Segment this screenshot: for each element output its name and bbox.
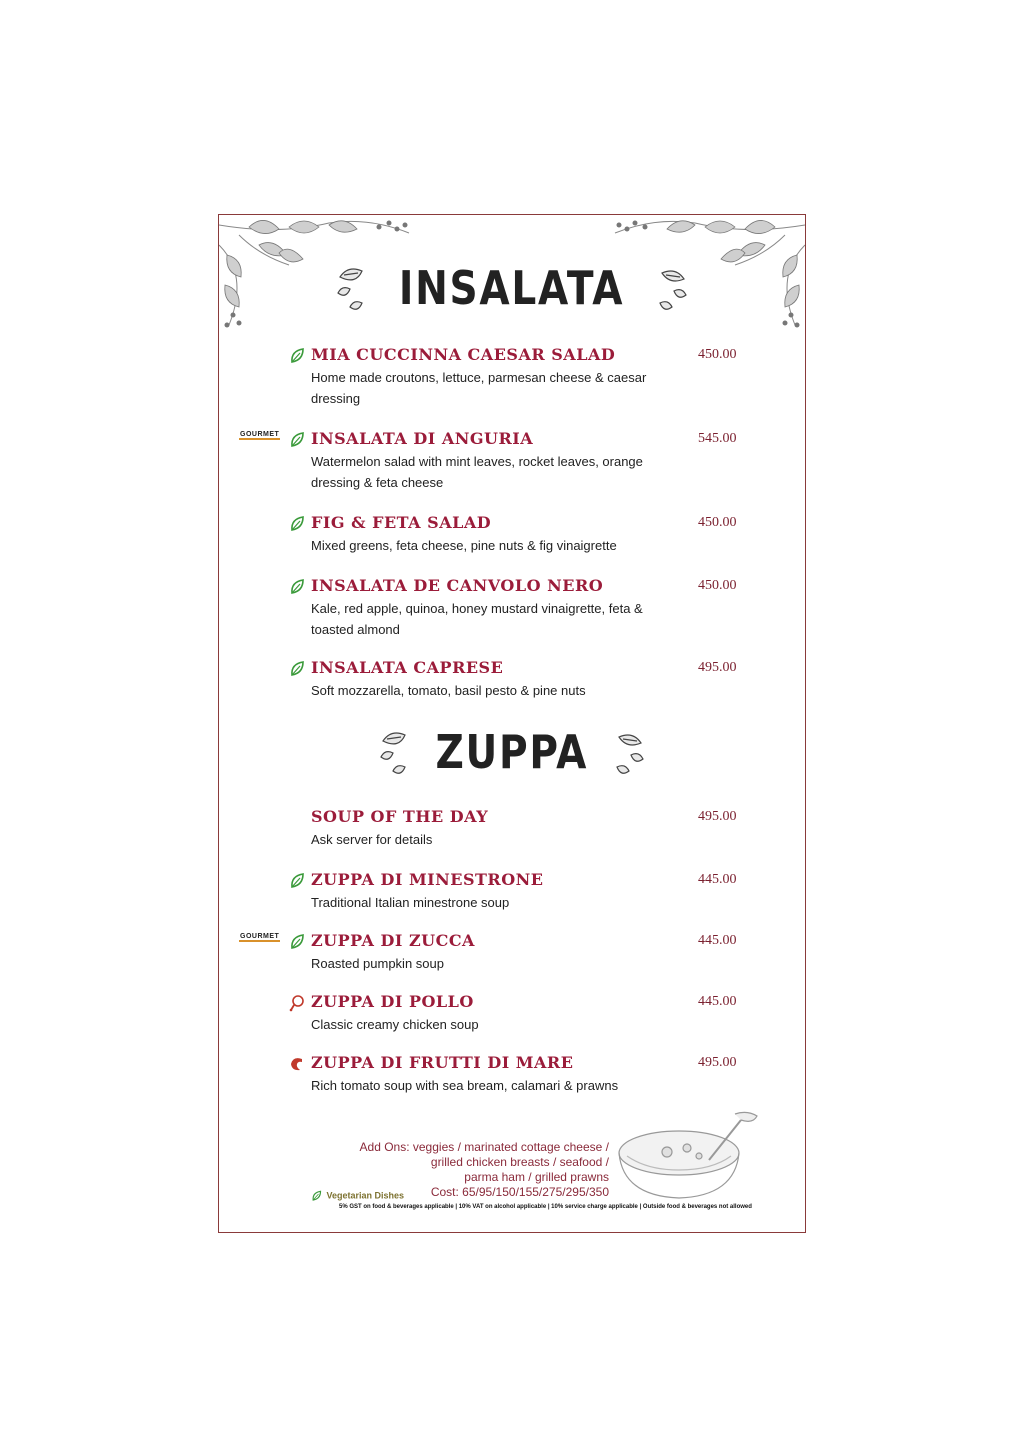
veg-leaf-icon: [289, 347, 305, 365]
veg-legend: [311, 1190, 404, 1202]
soup-bowl-icon: [617, 1108, 767, 1203]
veg-leaf-icon: [289, 660, 305, 678]
item-price: 445.00: [698, 994, 737, 1009]
addons-line: grilled chicken breasts / seafood /: [430, 1155, 609, 1169]
item-name: FIG & FETA SALAD: [311, 513, 492, 532]
item-description: Ask server for details: [311, 832, 433, 847]
item-price: 445.00: [698, 872, 737, 887]
item-price: 495.00: [698, 809, 737, 824]
item-name: ZUPPA DI MINESTRONE: [311, 870, 544, 889]
item-name: ZUPPA DI POLLO: [311, 992, 474, 1011]
veg-leaf-icon: [289, 578, 305, 596]
item-price: 445.00: [698, 933, 737, 948]
item-price: 450.00: [698, 515, 737, 530]
insalata-heading: [219, 261, 805, 315]
tax-footer: 5% GST on food & beverages applicable | 10% VAT on alcohol applicable | 10% service charge applicable | Outside food & beverages not allowed: [339, 1204, 752, 1210]
addons-line: Add Ons: veggies / marinated cottage cheese /: [359, 1140, 609, 1154]
item-price: 450.00: [698, 578, 737, 593]
item-name: INSALATA DI ANGURIA: [311, 429, 534, 448]
item-price: 545.00: [698, 431, 737, 446]
item-description: Classic creamy chicken soup: [311, 1017, 479, 1032]
prawn-icon: [289, 1055, 305, 1073]
addons-line: parma ham / grilled prawns: [464, 1170, 609, 1184]
veg-legend-label: Vegetarian Dishes: [326, 1190, 405, 1201]
item-name: SOUP OF THE DAY: [311, 807, 489, 826]
item-description: Watermelon salad with mint leaves, rocket leaves, orange dressing & feta cheese: [311, 454, 643, 490]
item-price: 495.00: [698, 660, 737, 675]
menu-page: [218, 214, 806, 1233]
item-description: Kale, red apple, quinoa, honey mustard vinaigrette, feta & toasted almond: [311, 601, 643, 637]
leaves-left-icon: [377, 727, 417, 777]
item-name: ZUPPA DI FRUTTI DI MARE: [311, 1053, 574, 1072]
item-name: INSALATA CAPRESE: [311, 658, 504, 677]
veg-leaf-icon: [289, 515, 305, 533]
zuppa-heading: [219, 725, 805, 779]
item-description: Mixed greens, feta cheese, pine nuts & fig vinaigrette: [311, 538, 617, 553]
gourmet-badge: GOURMET: [240, 431, 280, 438]
item-name: INSALATA DE CANVOLO NERO: [311, 576, 604, 595]
item-name: MIA CUCCINNA CAESAR SALAD: [311, 345, 616, 364]
item-name: ZUPPA DI ZUCCA: [311, 931, 475, 950]
item-description: Home made croutons, lettuce, parmesan cheese & caesar dressing: [311, 370, 647, 406]
item-description: Rich tomato soup with sea bream, calamari & prawns: [311, 1078, 619, 1093]
veg-leaf-icon: [289, 872, 305, 890]
item-price: 450.00: [698, 347, 737, 362]
leaves-right-icon: [607, 727, 647, 777]
veg-leaf-icon: [311, 1190, 322, 1202]
item-description: Soft mozzarella, tomato, basil pesto & pine nuts: [311, 683, 586, 698]
zuppa-title: ZUPPA: [435, 725, 589, 779]
item-description: Traditional Italian minestrone soup: [311, 895, 510, 910]
addons-line: Cost: 65/95/150/155/275/295/350: [430, 1185, 609, 1199]
gourmet-badge: GOURMET: [240, 933, 280, 940]
insalata-title: INSALATA: [399, 261, 625, 315]
leaves-left-icon: [334, 263, 374, 313]
chicken-icon: [289, 994, 305, 1012]
veg-leaf-icon: [289, 431, 305, 449]
item-description: Roasted pumpkin soup: [311, 956, 444, 971]
veg-leaf-icon: [289, 933, 305, 951]
leaves-right-icon: [650, 263, 690, 313]
item-price: 495.00: [698, 1055, 737, 1070]
